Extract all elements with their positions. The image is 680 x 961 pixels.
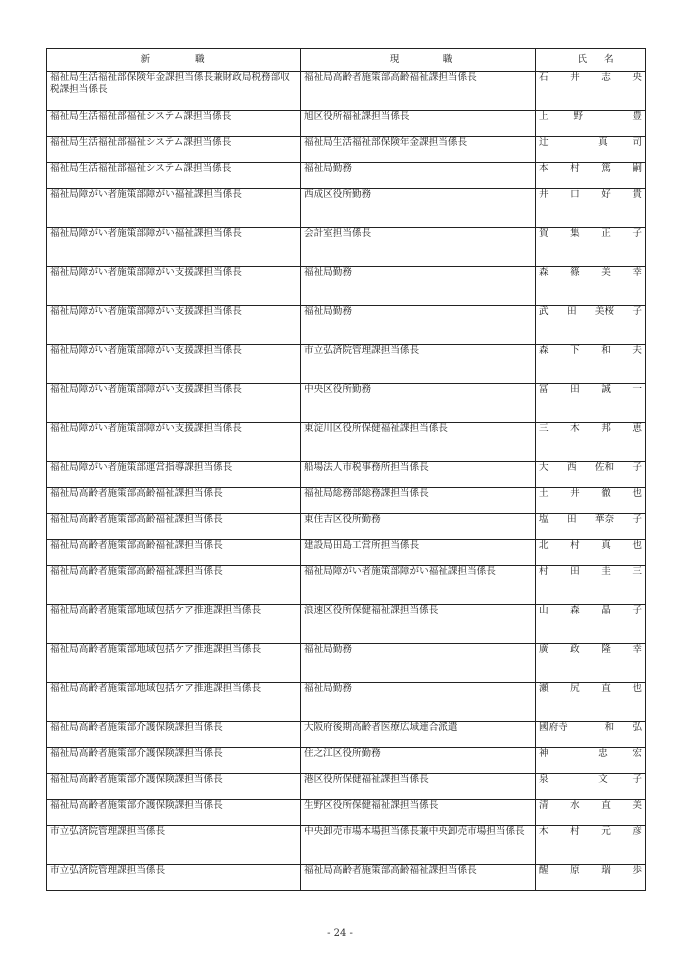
- name-char: 冨: [539, 384, 549, 395]
- name-char: 貴: [632, 189, 642, 200]
- table-row: [47, 566, 646, 605]
- new-post-cell: 福祉局高齢者施策部高齢福祉課担当係長: [47, 514, 301, 540]
- new-post-cell: 福祉局障がい者施策部障がい支援課担当係長: [47, 267, 301, 306]
- new-post-cell: 市立弘済院管理課担当係長: [47, 826, 301, 865]
- name-char: 北: [539, 540, 549, 551]
- name-char: 森: [539, 267, 549, 278]
- name-char: 田: [570, 566, 580, 577]
- name-char: 也: [632, 488, 642, 499]
- name-char: 田: [570, 384, 580, 395]
- table-row: [47, 722, 646, 748]
- name-char: 國府寺: [539, 722, 568, 733]
- name-char: 集: [570, 228, 580, 239]
- name-char: 豊: [632, 111, 642, 122]
- table-header-row: [47, 49, 646, 72]
- name-char: 辻: [539, 137, 549, 148]
- name-char: 石: [539, 72, 549, 83]
- name-char: 宏: [632, 748, 642, 759]
- table-row: [47, 111, 646, 137]
- name-char: 井: [539, 189, 549, 200]
- name-char: 嗣: [632, 163, 642, 174]
- name-char: 華奈: [594, 514, 615, 525]
- new-post-cell: 福祉局障がい者施策部運営指導課担当係長: [47, 462, 301, 488]
- name-char: 下: [570, 345, 580, 356]
- person-name-cell: [536, 683, 646, 722]
- name-char: 瑞: [601, 865, 611, 876]
- current-post-cell: 西成区役所勤務: [301, 189, 536, 228]
- current-post-cell: 福祉局生活福祉部保険年金課担当係長: [301, 137, 536, 163]
- name-char: 本: [539, 163, 549, 174]
- table-row: [47, 826, 646, 865]
- new-post-cell: 福祉局高齢者施策部高齢福祉課担当係長: [47, 488, 301, 514]
- name-char: 土: [539, 488, 549, 499]
- table-row: [47, 163, 646, 189]
- current-post-cell: 福祉局勤務: [301, 306, 536, 345]
- current-post-cell: 福祉局勤務: [301, 644, 536, 683]
- name-char: 弘: [632, 722, 642, 733]
- table-row: [47, 72, 646, 111]
- page-number: - 24 -: [327, 928, 353, 939]
- person-name-cell: [536, 163, 646, 189]
- name-char: 子: [632, 462, 642, 473]
- name-char: 森: [570, 605, 580, 616]
- table-row: [47, 345, 646, 384]
- table-row: [47, 774, 646, 800]
- person-name-cell: [536, 228, 646, 267]
- name-char: 村: [539, 566, 549, 577]
- name-char: 美: [632, 800, 642, 811]
- person-name-cell: [536, 423, 646, 462]
- person-name-cell: [536, 566, 646, 605]
- name-char: 子: [632, 228, 642, 239]
- table-row: [47, 462, 646, 488]
- name-char: 子: [632, 605, 642, 616]
- table-row: [47, 605, 646, 644]
- current-post-cell: 福祉局勤務: [301, 267, 536, 306]
- new-post-cell: 福祉局障がい者施策部障がい支援課担当係長: [47, 306, 301, 345]
- name-char: 三: [632, 566, 642, 577]
- person-name-cell: [536, 605, 646, 644]
- name-char: 木: [570, 423, 580, 434]
- new-post-cell: 福祉局障がい者施策部障がい福祉課担当係長: [47, 228, 301, 267]
- person-name-cell: [536, 345, 646, 384]
- person-name-cell: [536, 189, 646, 228]
- name-char: 一: [632, 384, 642, 395]
- name-char: 水: [570, 800, 580, 811]
- name-char: 正: [601, 228, 611, 239]
- table-row: [47, 865, 646, 891]
- name-char: 晶: [601, 605, 611, 616]
- table-row: [47, 748, 646, 774]
- current-post-cell: 市立弘済院管理課担当係長: [301, 345, 536, 384]
- person-name-cell: [536, 774, 646, 800]
- current-post-cell: 福祉局勤務: [301, 683, 536, 722]
- name-char: 村: [570, 540, 580, 551]
- new-post-cell: 福祉局高齢者施策部介護保険課担当係長: [47, 800, 301, 826]
- name-char: 佐和: [594, 462, 615, 473]
- current-post-cell: 中央区役所勤務: [301, 384, 536, 423]
- name-char: 隆: [601, 644, 611, 655]
- name-char: 彦: [632, 826, 642, 837]
- new-post-cell: 福祉局高齢者施策部介護保険課担当係長: [47, 774, 301, 800]
- name-char: 也: [632, 683, 642, 694]
- name-char: 清: [539, 800, 549, 811]
- name-char: 森: [539, 345, 549, 356]
- new-post-cell: 福祉局高齢者施策部地域包括ケア推進課担当係長: [47, 605, 301, 644]
- person-name-cell: [536, 800, 646, 826]
- name-char: 直: [601, 800, 611, 811]
- name-char: 尻: [570, 683, 580, 694]
- name-char: 木: [539, 826, 549, 837]
- name-char: 西: [566, 462, 577, 473]
- person-name-cell: [536, 306, 646, 345]
- new-post-cell: 福祉局高齢者施策部介護保険課担当係長: [47, 722, 301, 748]
- name-char: 醒: [539, 865, 549, 876]
- table-row: [47, 540, 646, 566]
- name-char: 瀬: [539, 683, 549, 694]
- name-char: 好: [601, 189, 611, 200]
- current-post-cell: 中央卸売市場本場担当係長兼中央卸売市場担当係長: [301, 826, 536, 865]
- name-char: 和: [604, 722, 615, 733]
- new-post-cell: 福祉局障がい者施策部障がい支援課担当係長: [47, 384, 301, 423]
- current-post-cell: 住之江区役所勤務: [301, 748, 536, 774]
- current-post-cell: 建設局田島工営所担当係長: [301, 540, 536, 566]
- name-char: 也: [632, 540, 642, 551]
- name-char: 田: [566, 306, 577, 317]
- name-char: 夫: [632, 345, 642, 356]
- table-row: [47, 514, 646, 540]
- name-char: 子: [632, 306, 642, 317]
- name-char: 子: [632, 774, 642, 785]
- new-post-cell: 福祉局生活福祉部福祉システム課担当係長: [47, 111, 301, 137]
- current-post-cell: 港区役所保健福祉課担当係長: [301, 774, 536, 800]
- name-char: 上: [539, 111, 549, 122]
- new-post-cell: 福祉局生活福祉部福祉システム課担当係長: [47, 163, 301, 189]
- current-post-cell: 福祉局障がい者施策部障がい福祉課担当係長: [301, 566, 536, 605]
- new-post-cell: 福祉局障がい者施策部障がい支援課担当係長: [47, 423, 301, 462]
- current-post-cell: 生野区役所保健福祉課担当係長: [301, 800, 536, 826]
- name-char: 口: [570, 189, 580, 200]
- table-row: [47, 189, 646, 228]
- current-post-cell: 福祉局勤務: [301, 163, 536, 189]
- person-name-cell: [536, 748, 646, 774]
- table-row: [47, 644, 646, 683]
- current-post-cell: 会計室担当係長: [301, 228, 536, 267]
- person-name-cell: [536, 644, 646, 683]
- current-post-cell: 福祉局高齢者施策部高齢福祉課担当係長: [301, 865, 536, 891]
- name-char: 山: [539, 605, 549, 616]
- current-post-cell: 福祉局総務部総務課担当係長: [301, 488, 536, 514]
- person-name-cell: [536, 540, 646, 566]
- new-post-cell: 福祉局高齢者施策部高齢福祉課担当係長: [47, 566, 301, 605]
- table-row: [47, 488, 646, 514]
- new-post-cell: 福祉局高齢者施策部地域包括ケア推進課担当係長: [47, 683, 301, 722]
- person-name-cell: [536, 384, 646, 423]
- person-name-cell: [536, 72, 646, 111]
- new-post-cell: 福祉局生活福祉部保険年金課担当係長兼財政局税務部収税課担当係長: [47, 72, 301, 111]
- person-name-cell: [536, 722, 646, 748]
- person-name-cell: [536, 137, 646, 163]
- new-post-cell: 福祉局高齢者施策部介護保険課担当係長: [47, 748, 301, 774]
- name-char: 子: [632, 514, 642, 525]
- header-name: 氏 名: [536, 49, 646, 72]
- name-char: 圭: [601, 566, 611, 577]
- new-post-cell: 福祉局高齢者施策部地域包括ケア推進課担当係長: [47, 644, 301, 683]
- person-name-cell: [536, 111, 646, 137]
- name-char: 忠: [598, 748, 608, 759]
- name-char: 原: [570, 865, 580, 876]
- name-char: 徹: [601, 488, 611, 499]
- name-char: 塩: [539, 514, 549, 525]
- name-char: 元: [601, 826, 611, 837]
- person-name-cell: [536, 514, 646, 540]
- person-name-cell: [536, 826, 646, 865]
- new-post-cell: 福祉局障がい者施策部障がい支援課担当係長: [47, 345, 301, 384]
- header-new-post: 新 職: [47, 49, 301, 72]
- name-char: 司: [632, 137, 642, 148]
- current-post-cell: 東淀川区役所保健福祉課担当係長: [301, 423, 536, 462]
- table-row: [47, 137, 646, 163]
- name-char: 賀: [539, 228, 549, 239]
- name-char: 村: [570, 163, 580, 174]
- name-char: 央: [632, 72, 642, 83]
- current-post-cell: 浪速区役所保健福祉課担当係長: [301, 605, 536, 644]
- name-char: 直: [601, 683, 611, 694]
- name-char: 美桜: [594, 306, 615, 317]
- name-char: 井: [570, 488, 580, 499]
- table-row: [47, 423, 646, 462]
- name-char: 恵: [632, 423, 642, 434]
- name-char: 文: [598, 774, 608, 785]
- name-char: 田: [566, 514, 577, 525]
- name-char: 武: [539, 306, 549, 317]
- new-post-cell: 市立弘済院管理課担当係長: [47, 865, 301, 891]
- current-post-cell: 船場法人市税事務所担当係長: [301, 462, 536, 488]
- name-char: 篤: [601, 163, 611, 174]
- name-char: 三: [539, 423, 549, 434]
- header-current-post: 現 職: [301, 49, 536, 72]
- new-post-cell: 福祉局生活福祉部福祉システム課担当係長: [47, 137, 301, 163]
- name-char: 廣: [539, 644, 549, 655]
- table-row: [47, 228, 646, 267]
- table-row: [47, 384, 646, 423]
- name-char: 泉: [539, 774, 549, 785]
- name-char: 政: [570, 644, 580, 655]
- name-char: 大: [539, 462, 549, 473]
- person-name-cell: [536, 865, 646, 891]
- name-char: 神: [539, 748, 549, 759]
- name-char: 真: [598, 137, 608, 148]
- person-name-cell: [536, 488, 646, 514]
- name-char: 井: [570, 72, 580, 83]
- table-row: [47, 683, 646, 722]
- name-char: 邦: [601, 423, 611, 434]
- personnel-table: [46, 48, 646, 891]
- person-name-cell: [536, 267, 646, 306]
- new-post-cell: 福祉局障がい者施策部障がい福祉課担当係長: [47, 189, 301, 228]
- name-char: 幸: [632, 267, 642, 278]
- name-char: 篠: [570, 267, 580, 278]
- person-name-cell: [536, 462, 646, 488]
- new-post-cell: 福祉局高齢者施策部高齢福祉課担当係長: [47, 540, 301, 566]
- name-char: 和: [601, 345, 611, 356]
- name-char: 幸: [632, 644, 642, 655]
- name-char: 真: [601, 540, 611, 551]
- table-row: [47, 306, 646, 345]
- name-char: 野: [573, 111, 583, 122]
- current-post-cell: 福祉局高齢者施策部高齢福祉課担当係長: [301, 72, 536, 111]
- name-char: 美: [601, 267, 611, 278]
- name-char: 誠: [601, 384, 611, 395]
- table-row: [47, 800, 646, 826]
- name-char: 歩: [632, 865, 642, 876]
- name-char: 村: [570, 826, 580, 837]
- current-post-cell: 旭区役所福祉課担当係長: [301, 111, 536, 137]
- current-post-cell: 大阪府後期高齢者医療広域連合派遣: [301, 722, 536, 748]
- table-row: [47, 267, 646, 306]
- current-post-cell: 東住吉区役所勤務: [301, 514, 536, 540]
- name-char: 志: [601, 72, 611, 83]
